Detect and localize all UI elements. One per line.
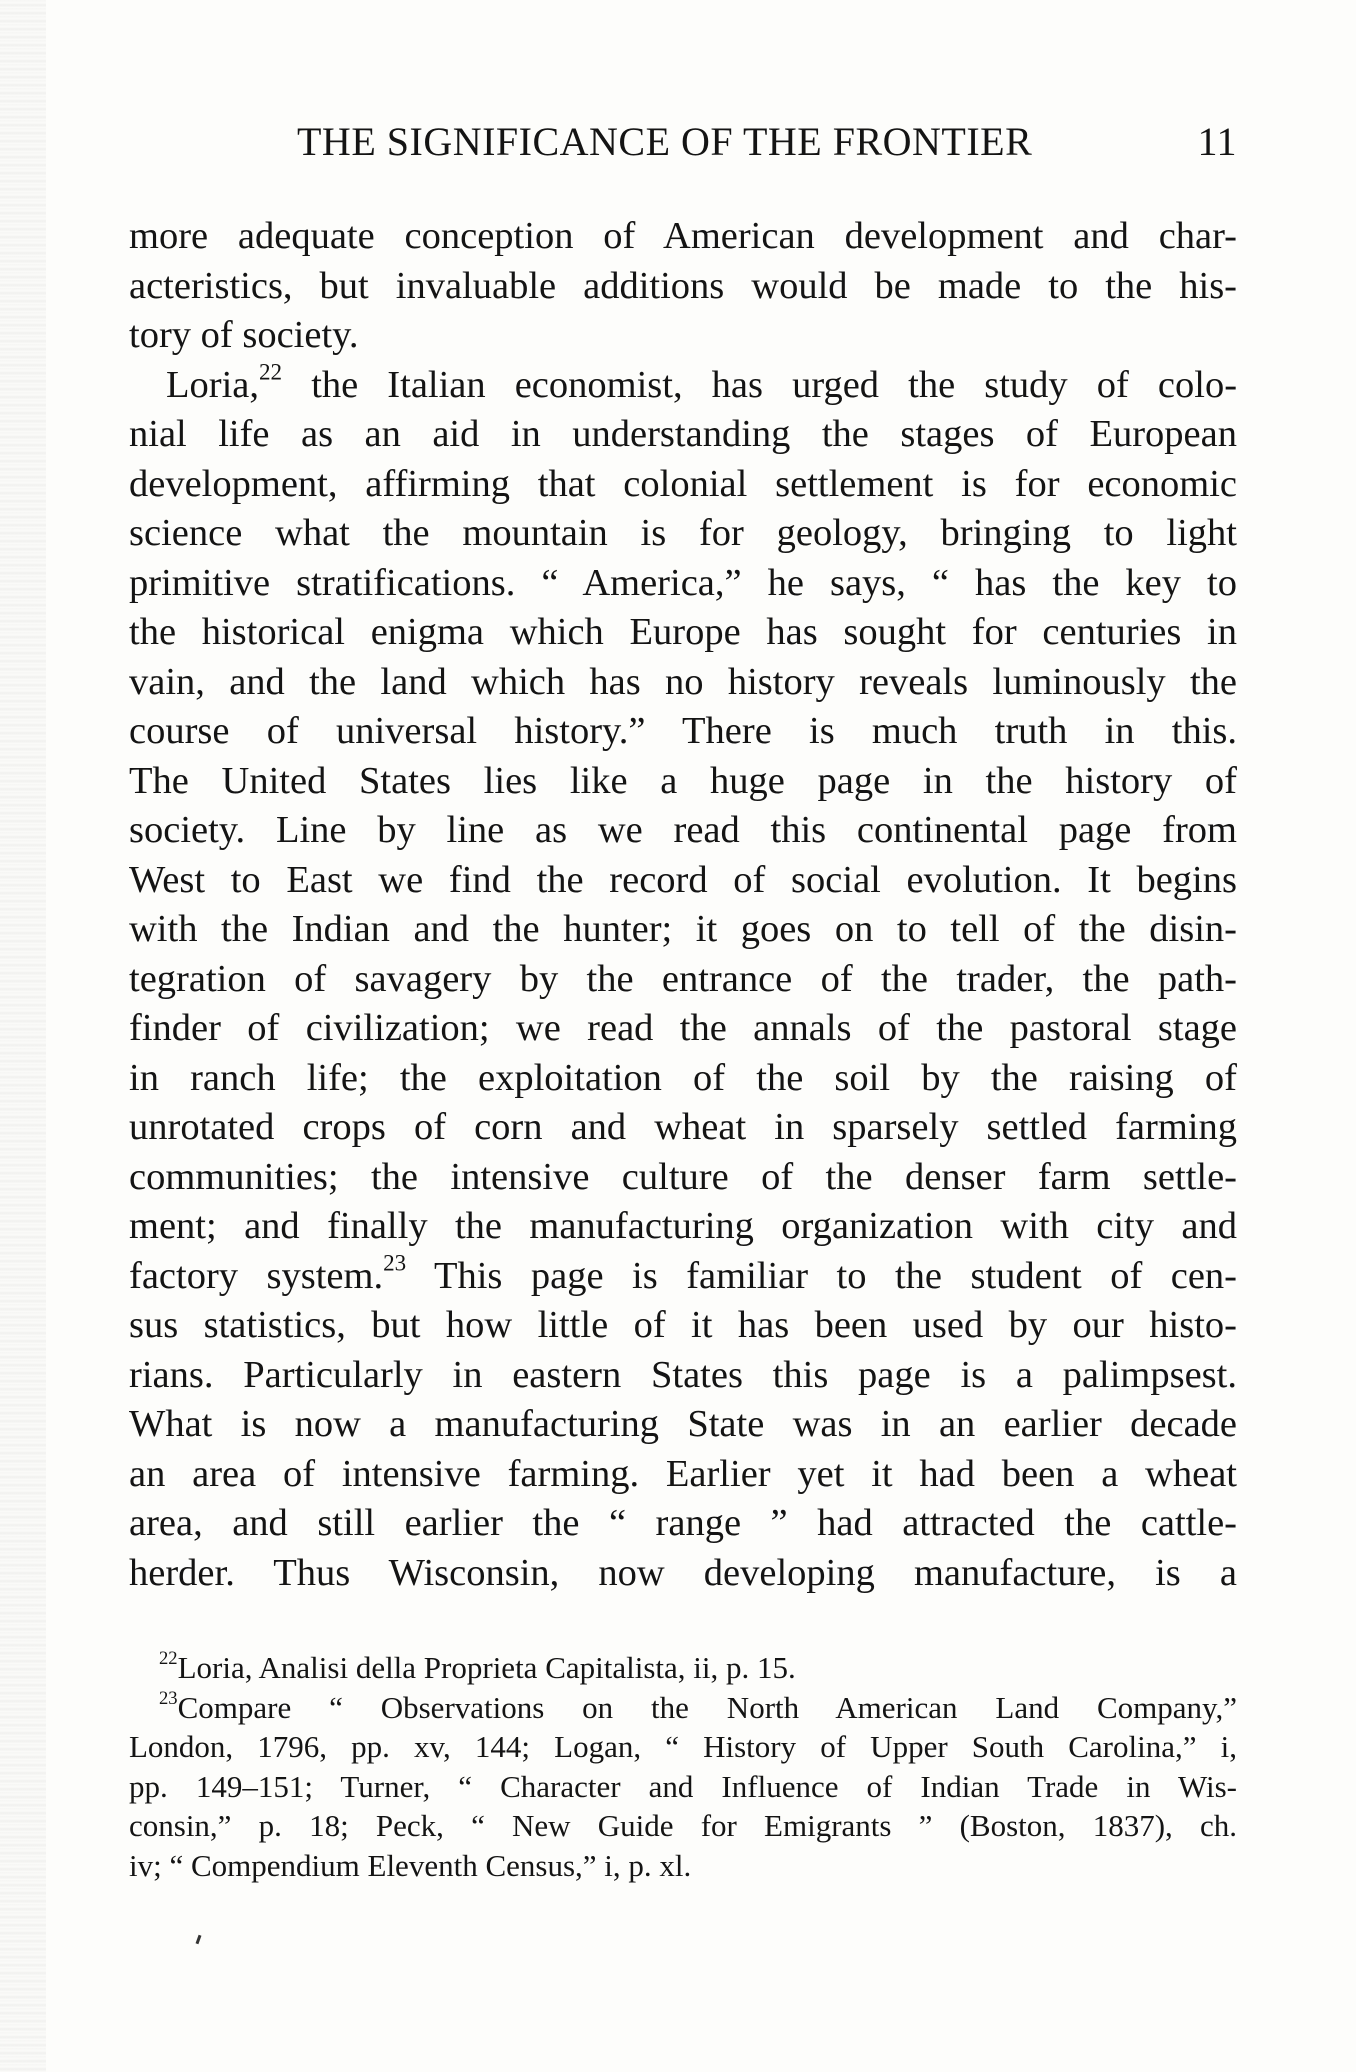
text-line: sus statistics, but how little of it has been used by our histo- [129,1304,1237,1346]
footnote-22 [129,1648,1237,1688]
text-line: course of universal history.” There is much truth in this. [129,710,1237,752]
text-line: an area of intensive farming. Earlier yet it had been a wheat [129,1452,1237,1495]
scan-edge [0,0,46,2072]
footnote-ref-23: 23 [383,1249,407,1276]
text-line: acteristics, but invaluable additions would be made to the his- [129,264,1237,307]
footnote-ref-22: 22 [259,358,283,385]
text-line: with the Indian and the hunter; it goes on to tell of the disin- [129,908,1237,950]
text-line: vain, and the land which has no history reveals luminously the [129,660,1237,703]
text-line: finder of civilization; we read the annals of the pastoral stage [129,1007,1237,1049]
footnote-marker-23: 23 [159,1687,178,1709]
ink-speck [196,1935,202,1944]
factory-words: factory system. [129,1254,384,1297]
text-line [129,358,1238,411]
text-line: tegration of savagery by the entrance of the trader, the path- [129,957,1237,1000]
footnotes [129,1648,1237,1885]
text-line: development, affirming that colonial settlement is for economic [129,462,1237,505]
body-text [129,212,1237,1598]
text-line: the historical enigma which Europe has sought for centuries in [129,611,1237,653]
running-head [297,118,1237,168]
text-line: science what the mountain is for geology, bringing to light [129,512,1237,554]
footnote-23 [129,1688,1237,1728]
text-line: more adequate conception of American development and char- [129,215,1237,257]
text-line: communities; the intensive culture of the denser farm settle- [129,1155,1237,1198]
loria-word: Loria, [166,363,259,406]
footnote-line: consin,” p. 18; Peck, “ New Guide for Emigrants ” (Boston, 1837), ch. [129,1808,1237,1843]
text-line: West to East we find the record of social evolution. It begins [129,858,1237,901]
footnote-line: London, 1796, pp. xv, 144; Logan, “ History of Upper South Carolina,” i, [129,1729,1237,1764]
text-line: area, and still earlier the “ range ” had attracted the cattle- [129,1502,1237,1544]
text-line: society. Line by line as we read this continental page from [129,809,1237,851]
footnote-marker-22: 22 [159,1648,178,1670]
text-line: unrotated crops of corn and wheat in sparsely settled farming [129,1106,1237,1148]
text-line: The United States lies like a huge page in the history of [129,759,1237,802]
text-line: in ranch life; the exploitation of the soil by the raising of [129,1056,1237,1099]
text-line [129,1249,1238,1302]
footnote-22-text: Loria, Analisi della Proprieta Capitalista, ii, p. 15. [177,1650,796,1685]
text-line: ment; and finally the manufacturing organization with city and [129,1205,1237,1247]
page-number: 11 [1197,119,1237,164]
text-line: rians. Particularly in eastern States this page is a palimpsest. [129,1353,1237,1396]
footnote-line: pp. 149–151; Turner, “ Character and Influence of Indian Trade in Wis- [129,1768,1237,1804]
text-line: What is now a manufacturing State was in an earlier decade [129,1403,1237,1445]
footnote-23-text: Compare “ Observations on the North American Land Company,” [177,1689,1237,1725]
text-line: nial life as an aid in understanding the stages of European [129,413,1237,455]
footnote-line: iv; “ Compendium Eleventh Census,” i, p. xl. [129,1847,692,1883]
text-line: primitive stratifications. “ America,” he says, “ has the key to [129,561,1237,604]
text-line-rest: the Italian economist, has urged the study of colo- [311,363,1238,406]
text-line-rest: This page is familiar to the student of cen- [433,1254,1238,1297]
text-line: tory of society. [129,314,359,356]
text-line: herder. Thus Wisconsin, now developing manufacture, is a [129,1551,1237,1594]
running-title: THE SIGNIFICANCE OF THE FRONTIER [297,119,1033,164]
